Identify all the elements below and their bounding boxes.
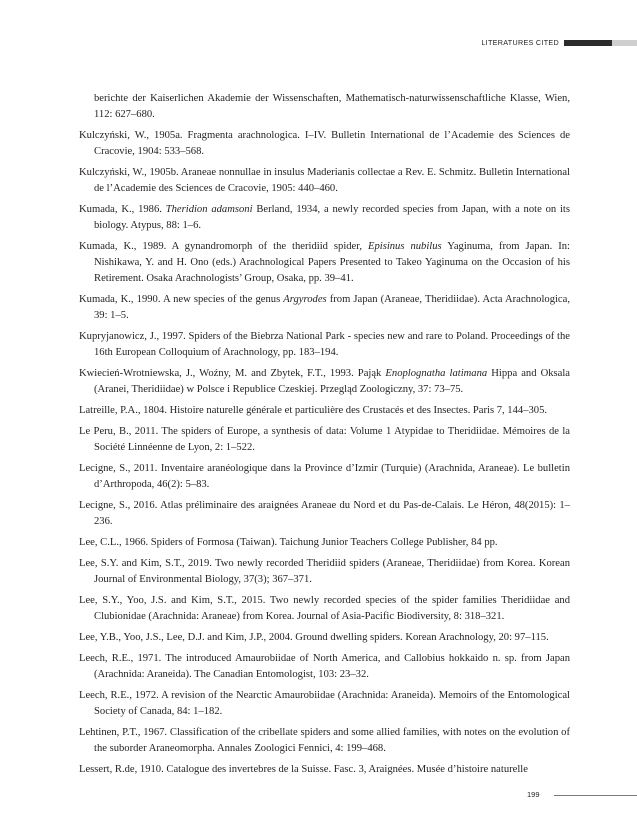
reference-entry: Kulczyński, W., 1905b. Araneae nonnullae in insulus Maderianis collectae a Rev. E. Schmitz. Bulletin International de l’Academie des Sciences de Cracovie, 1905: 440–460. (79, 167, 570, 194)
section-title: LITERATURES CITED (481, 38, 559, 47)
reference-entry: Kulczyński, W., 1905a. Fragmenta arachnologica. I–IV. Bulletin International de l’Academie des Sciences de Cracovie, 1904: 533–568. (79, 130, 570, 157)
reference-entry: Kumada, K., 1986. Theridion adamsoni Berland, 1934, a newly recorded species from Japan, with a note on its biology. Atypus, 88: 1–6. (79, 204, 570, 231)
reference-entry: Kupryjanowicz, J., 1997. Spiders of the Biebrza National Park - species new and rare to Poland. Proceedings of the 16th European Colloquium of Arachnology, pp. 183–194. (79, 331, 570, 358)
reference-entry: Lee, Y.B., Yoo, J.S., Lee, D.J. and Kim, J.P., 2004. Ground dwelling spiders. Korean Arachnology, 20: 97–115. (79, 632, 549, 643)
reference-entry: Le Peru, B., 2011. The spiders of Europe, a synthesis of data: Volume 1 Atypidae to Theridiidae. Mémoires de la Société Linnéenne de Lyon, 2: 1–522. (79, 426, 570, 453)
reference-list (79, 91, 570, 783)
page-number: 199 (527, 790, 540, 799)
footer-rule (554, 795, 637, 796)
reference-entry: Lecigne, S., 2016. Atlas préliminaire des araignées Araneae du Nord et du Pas-de-Calais. Le Héron, 48(2015): 1–236. (79, 500, 570, 527)
reference-entry: Lee, S.Y. and Kim, S.T., 2019. Two newly recorded Theridiid spiders (Araneae, Theridiidae) from Korea. Korean Journal of Environmental Biology, 37(3); 367–371. (79, 558, 570, 585)
page-footer (527, 789, 637, 803)
reference-entry: Kumada, K., 1989. A gynandromorph of the theridiid spider, Episinus nubilus Yaginuma, from Japan. In: Nishikawa, Y. and H. Ono (eds.) Arachnological Papers Presented to Takeo Yaginuma on the Occasion of his Retirement. Osaka Arachnologists’ Group, Osaka, pp. 39–41. (79, 241, 570, 284)
header-bar-dark (564, 40, 612, 46)
reference-entry: Leech, R.E., 1971. The introduced Amaurobiidae of North America, and Callobius hokkaido n. sp. from Japan (Arachnida: Araneida). The Canadian Entomologist, 103: 23–32. (79, 653, 570, 680)
reference-entry: Lessert, R.de, 1910. Catalogue des invertebres de la Suisse. Fasc. 3, Araignées. Musée d’histoire naturelle (79, 764, 528, 775)
reference-entry: Leech, R.E., 1972. A revision of the Nearctic Amaurobiidae (Arachnida: Araneida). Memoirs of the Entomological Society of Canada, 84: 1–182. (79, 690, 570, 717)
reference-entry: Lecigne, S., 2011. Inventaire aranéologique dans la Province d’Izmir (Turquie) (Arachnida, Araneae). Le bulletin d’Arthropoda, 46(2): 5–83. (79, 463, 570, 490)
running-header (437, 38, 637, 48)
reference-entry: Latreille, P.A., 1804. Histoire naturelle générale et particulière des Crustacés et des Insectes. Paris 7, 144–305. (79, 405, 548, 416)
reference-entry: Kumada, K., 1990. A new species of the genus Argyrodes from Japan (Araneae, Theridiidae). Acta Arachnologica, 39: 1–5. (79, 294, 570, 321)
reference-entry: Lehtinen, P.T., 1967. Classification of the cribellate spiders and some allied families, with notes on the evolution of the suborder Araneomorpha. Annales Zoologici Fennici, 4: 199–468. (79, 727, 570, 754)
reference-entry: Lee, S.Y., Yoo, J.S. and Kim, S.T., 2015. Two newly recorded species of the spider families Theridiidae and Clubionidae (Arachnida: Araneae) from Korea. Journal of Asia-Pacific Biodiversity, 8: 318–321. (79, 595, 570, 622)
reference-entry: Lee, C.L., 1966. Spiders of Formosa (Taiwan). Taichung Junior Teachers College Publisher, 84 pp. (79, 537, 498, 548)
header-bar-light (612, 40, 637, 46)
reference-entry: berichte der Kaiserlichen Akademie der Wissenschaften, Mathematisch-naturwissenschaftliche Klasse, Wien, 112: 627–680. (94, 93, 570, 120)
reference-entry: Kwiecień-Wrotniewska, J., Woźny, M. and Zbytek, F.T., 1993. Pająk Enoplognatha latimana Hippa and Oksala (Aranei, Theridiidae) w Polsce i Republice Czeskiej. Przegląd Zoologiczny, 37: 73–75. (79, 368, 570, 395)
